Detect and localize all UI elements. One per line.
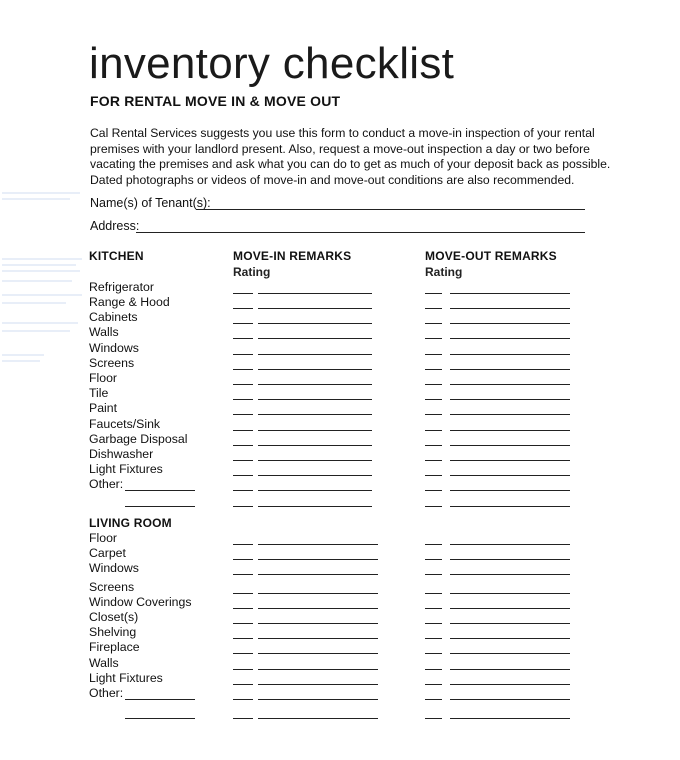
move-in-remarks-line[interactable]	[258, 354, 372, 355]
move-in-rating-line[interactable]	[233, 384, 253, 385]
living-room-item-label: Windows	[89, 561, 139, 575]
move-out-remarks-line[interactable]	[450, 593, 570, 594]
move-out-remarks-line[interactable]	[450, 414, 570, 415]
move-in-remarks-line[interactable]	[258, 338, 372, 339]
move-out-rating-line[interactable]	[425, 684, 442, 685]
move-out-remarks-line[interactable]	[450, 293, 570, 294]
move-in-rating-line[interactable]	[233, 293, 253, 294]
move-in-remarks-line[interactable]	[258, 684, 378, 685]
move-out-rating-label: Rating	[425, 265, 463, 279]
move-in-remarks-line[interactable]	[258, 544, 378, 545]
move-out-remarks-line[interactable]	[450, 506, 570, 507]
kitchen-item-label: Dishwasher	[89, 447, 154, 461]
other-input-line[interactable]	[125, 506, 195, 507]
move-in-remarks-line[interactable]	[258, 308, 372, 309]
kitchen-item-label: Other:	[89, 477, 124, 491]
living-room-item-label: Other:	[89, 686, 124, 700]
kitchen-item-label: Faucets/Sink	[89, 417, 161, 431]
move-out-rating-line[interactable]	[425, 608, 442, 609]
move-in-rating-line[interactable]	[233, 445, 253, 446]
tenants-label: Name(s) of Tenant(s):	[90, 196, 211, 210]
kitchen-item-label: Tile	[89, 386, 109, 400]
move-out-remarks-line[interactable]	[450, 608, 570, 609]
move-out-remarks-line[interactable]	[450, 638, 570, 639]
move-in-rating-line[interactable]	[233, 669, 253, 670]
move-out-remarks-line[interactable]	[450, 653, 570, 654]
kitchen-item-label: Cabinets	[89, 310, 138, 324]
move-out-remarks-line[interactable]	[450, 475, 570, 476]
kitchen-item-label: Windows	[89, 341, 139, 355]
tenants-input-line[interactable]	[196, 209, 585, 210]
kitchen-item-label: Walls	[89, 325, 119, 339]
move-in-remarks-line[interactable]	[258, 475, 372, 476]
move-out-rating-line[interactable]	[425, 490, 442, 491]
move-out-rating-line[interactable]	[425, 460, 442, 461]
living-room-item-label: Fireplace	[89, 640, 140, 654]
page-subtitle: FOR RENTAL MOVE IN & MOVE OUT	[90, 93, 341, 109]
move-in-remarks-line[interactable]	[258, 323, 372, 324]
other-input-line[interactable]	[125, 699, 195, 700]
move-out-rating-line[interactable]	[425, 699, 442, 700]
move-out-remarks-line[interactable]	[450, 338, 570, 339]
move-out-remarks-line[interactable]	[450, 460, 570, 461]
move-out-rating-line[interactable]	[425, 669, 442, 670]
move-in-rating-line[interactable]	[233, 574, 253, 575]
move-in-rating-line[interactable]	[233, 699, 253, 700]
move-in-remarks-line[interactable]	[258, 574, 378, 575]
move-out-rating-line[interactable]	[425, 308, 442, 309]
living-room-item-label: Shelving	[89, 625, 137, 639]
kitchen-heading: KITCHEN	[89, 249, 144, 263]
kitchen-item-label: Screens	[89, 356, 135, 370]
intro-line: Dated photographs or videos of move-in and move-out conditions are also recommended.	[90, 172, 575, 187]
move-in-remarks-line[interactable]	[258, 490, 372, 491]
living-room-item-label: Window Coverings	[89, 595, 192, 609]
move-in-rating-line[interactable]	[233, 369, 253, 370]
move-in-remarks-line[interactable]	[258, 593, 378, 594]
move-in-remarks-line[interactable]	[258, 399, 372, 400]
intro-line: premises with your landlord present. Also, request a move-out inspection a day or two before	[90, 141, 590, 156]
move-in-rating-line[interactable]	[233, 608, 253, 609]
move-out-rating-line[interactable]	[425, 544, 442, 545]
move-in-rating-line[interactable]	[233, 338, 253, 339]
address-label: Address:	[90, 219, 140, 233]
move-out-rating-line[interactable]	[425, 399, 442, 400]
move-out-rating-line[interactable]	[425, 593, 442, 594]
move-in-rating-line[interactable]	[233, 490, 253, 491]
move-in-rating-line[interactable]	[233, 323, 253, 324]
other-input-line[interactable]	[125, 718, 195, 719]
move-in-remarks-line[interactable]	[258, 559, 378, 560]
move-in-heading: MOVE-IN REMARKS	[233, 249, 352, 263]
move-out-remarks-line[interactable]	[450, 574, 570, 575]
move-out-rating-line[interactable]	[425, 718, 442, 719]
move-out-rating-line[interactable]	[425, 414, 442, 415]
move-in-rating-line[interactable]	[233, 430, 253, 431]
move-out-remarks-line[interactable]	[450, 445, 570, 446]
living-room-item-label: Walls	[89, 656, 119, 670]
kitchen-item-label: Garbage Disposal	[89, 432, 188, 446]
bleed-through-marks	[0, 185, 84, 365]
kitchen-item-label: Range & Hood	[89, 295, 170, 309]
move-in-rating-line[interactable]	[233, 684, 253, 685]
living-room-item-label: Screens	[89, 580, 135, 594]
other-input-line[interactable]	[125, 490, 195, 491]
move-in-rating-line[interactable]	[233, 593, 253, 594]
move-in-remarks-line[interactable]	[258, 414, 372, 415]
move-out-remarks-line[interactable]	[450, 430, 570, 431]
kitchen-item-label: Light Fixtures	[89, 462, 163, 476]
move-out-remarks-line[interactable]	[450, 718, 570, 719]
kitchen-item-label: Paint	[89, 401, 118, 415]
move-in-remarks-line[interactable]	[258, 369, 372, 370]
move-out-remarks-line[interactable]	[450, 323, 570, 324]
living-room-item-label: Light Fixtures	[89, 671, 163, 685]
address-field	[90, 219, 139, 233]
address-input-line[interactable]	[136, 232, 585, 233]
move-out-remarks-line[interactable]	[450, 308, 570, 309]
move-out-rating-line[interactable]	[425, 623, 442, 624]
move-out-heading: MOVE-OUT REMARKS	[425, 249, 557, 263]
move-in-remarks-line[interactable]	[258, 718, 378, 719]
move-out-rating-line[interactable]	[425, 506, 442, 507]
kitchen-item-label: Refrigerator	[89, 280, 154, 294]
move-out-remarks-line[interactable]	[450, 684, 570, 685]
move-out-rating-line[interactable]	[425, 323, 442, 324]
intro-line: Cal Rental Services suggests you use this form to conduct a move-in inspection of your rental	[90, 126, 595, 140]
move-in-rating-label: Rating	[233, 265, 271, 279]
move-in-rating-line[interactable]	[233, 653, 253, 654]
intro-line: vacating the premises and ask what you can do to get as much of your deposit back as possible.	[90, 157, 611, 172]
move-in-rating-line[interactable]	[233, 354, 253, 355]
move-in-remarks-line[interactable]	[258, 669, 378, 670]
move-in-rating-line[interactable]	[233, 544, 253, 545]
living-room-heading: LIVING ROOM	[89, 516, 172, 530]
move-out-rating-line[interactable]	[425, 293, 442, 294]
move-out-remarks-line[interactable]	[450, 384, 570, 385]
kitchen-item-label: Floor	[89, 371, 118, 385]
move-in-remarks-line[interactable]	[258, 608, 378, 609]
move-out-rating-line[interactable]	[425, 574, 442, 575]
move-in-remarks-line[interactable]	[258, 638, 378, 639]
move-in-rating-line[interactable]	[233, 308, 253, 309]
move-out-remarks-line[interactable]	[450, 490, 570, 491]
move-out-remarks-line[interactable]	[450, 699, 570, 700]
move-out-rating-line[interactable]	[425, 638, 442, 639]
move-in-rating-line[interactable]	[233, 414, 253, 415]
move-out-rating-line[interactable]	[425, 653, 442, 654]
move-in-rating-line[interactable]	[233, 475, 253, 476]
move-in-rating-line[interactable]	[233, 623, 253, 624]
move-out-rating-line[interactable]	[425, 430, 442, 431]
move-out-rating-line[interactable]	[425, 369, 442, 370]
move-out-remarks-line[interactable]	[450, 354, 570, 355]
move-in-rating-line[interactable]	[233, 718, 253, 719]
move-in-remarks-line[interactable]	[258, 699, 378, 700]
move-in-rating-line[interactable]	[233, 638, 253, 639]
move-in-rating-line[interactable]	[233, 460, 253, 461]
move-out-remarks-line[interactable]	[450, 669, 570, 670]
move-out-rating-line[interactable]	[425, 384, 442, 385]
move-in-rating-line[interactable]	[233, 559, 253, 560]
page-title: inventory checklist	[89, 39, 455, 88]
move-out-rating-line[interactable]	[425, 338, 442, 339]
intro-paragraph	[90, 126, 611, 188]
move-in-remarks-line[interactable]	[258, 384, 372, 385]
move-out-remarks-line[interactable]	[450, 399, 570, 400]
tenants-field	[90, 196, 211, 210]
move-in-rating-line[interactable]	[233, 399, 253, 400]
move-in-remarks-line[interactable]	[258, 506, 372, 507]
move-out-remarks-line[interactable]	[450, 544, 570, 545]
move-in-remarks-line[interactable]	[258, 445, 372, 446]
move-in-remarks-line[interactable]	[258, 623, 378, 624]
move-in-remarks-line[interactable]	[258, 293, 372, 294]
move-out-rating-line[interactable]	[425, 354, 442, 355]
move-in-remarks-line[interactable]	[258, 430, 372, 431]
living-room-item-label: Floor	[89, 531, 118, 545]
living-room-item-label: Carpet	[89, 546, 126, 560]
move-in-rating-line[interactable]	[233, 506, 253, 507]
move-out-remarks-line[interactable]	[450, 559, 570, 560]
move-out-rating-line[interactable]	[425, 559, 442, 560]
move-in-remarks-line[interactable]	[258, 460, 372, 461]
move-out-remarks-line[interactable]	[450, 623, 570, 624]
move-out-rating-line[interactable]	[425, 475, 442, 476]
move-out-rating-line[interactable]	[425, 445, 442, 446]
living-room-item-label: Closet(s)	[89, 610, 139, 624]
move-out-remarks-line[interactable]	[450, 369, 570, 370]
move-in-remarks-line[interactable]	[258, 653, 378, 654]
